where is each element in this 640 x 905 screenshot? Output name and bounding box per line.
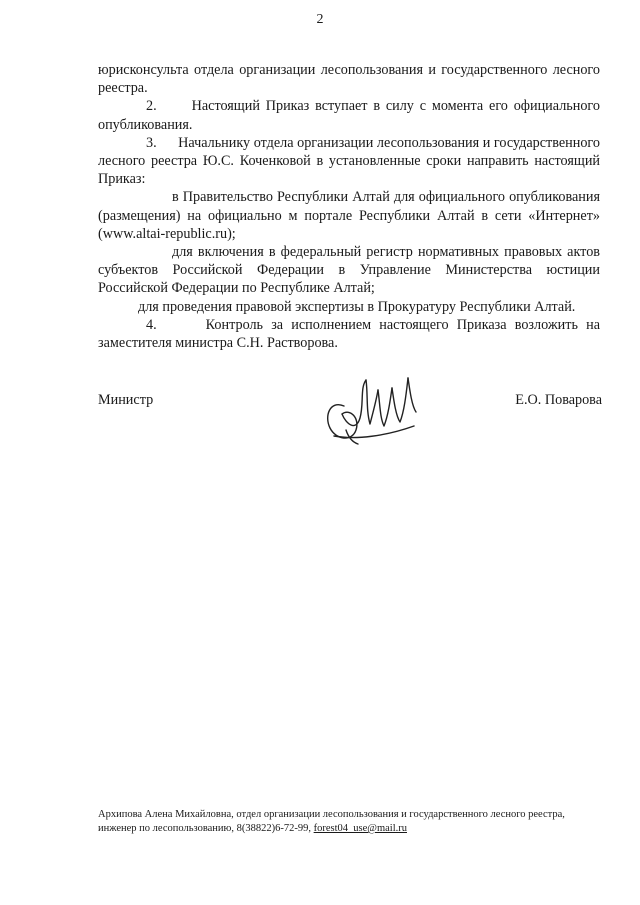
paragraph-item-4: 4. Контроль за исполнением настоящего Приказа возложить на заместителя министра С.Н. Растворова. bbox=[98, 316, 600, 352]
paragraph-subitem-government: в Правительство Республики Алтай для официального опубликования (размещения) на официально м портале Республики Алтай в сети «Интернет» (www.altai-republic.ru); bbox=[98, 189, 600, 242]
executor-footer bbox=[98, 808, 618, 836]
paragraph-subitem-registry: для включения в федеральный регистр нормативных правовых актов субъектов Российской Федерации в Управление Министерства юстиции Российской Федерации по Республике Алтай; bbox=[98, 244, 600, 297]
footer-email-link[interactable]: forest04_use@mail.ru bbox=[313, 823, 407, 834]
paragraph-item-3: 3. Начальнику отдела организации лесопользования и государственного лесного реестра Ю.С. Коченковой в установленные сроки направить настоящий Приказ: bbox=[98, 134, 600, 188]
paragraph-subitem-prosecutor: для проведения правовой экспертизы в Прокуратуру Республики Алтай. bbox=[138, 298, 576, 315]
signatory-name: Е.О. Поварова bbox=[515, 392, 602, 408]
footer-contact-text: инженер по лесопользованию, 8(38822)6-72-99, bbox=[98, 823, 314, 834]
signature-block bbox=[98, 388, 602, 448]
signatory-title: Министр bbox=[98, 392, 154, 408]
handwritten-signature bbox=[316, 366, 436, 456]
document-body bbox=[98, 61, 600, 352]
footer-contact-line bbox=[98, 822, 618, 836]
footer-executor-line: Архипова Алена Михайловна, отдел организации лесопользования и государственного лесного реестра, bbox=[98, 809, 565, 820]
paragraph-item-2: 2. Настоящий Приказ вступает в силу с момента его официального опубликования. bbox=[98, 98, 600, 133]
paragraph-continuation: юрисконсульта отдела организации лесопользования и государственного лесного реестра. bbox=[98, 62, 600, 97]
page-number: 2 bbox=[316, 12, 324, 27]
